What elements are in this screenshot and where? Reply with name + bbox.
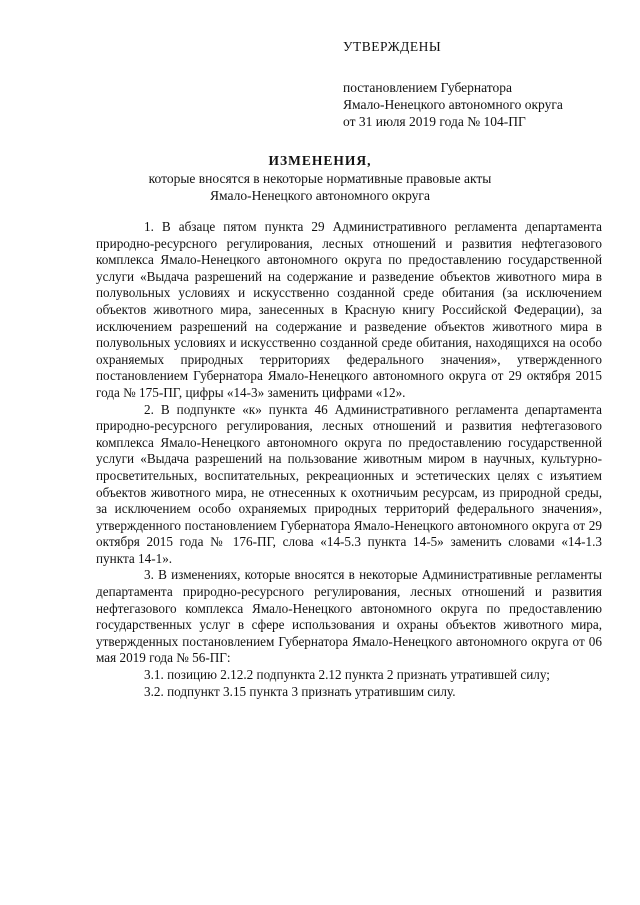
document-subtitle-line: которые вносятся в некоторые нормативные правовые акты [148, 171, 492, 186]
document-title: ИЗМЕНЕНИЯ, [268, 153, 372, 168]
paragraph-3-1: 3.1. позицию 2.12.2 подпункта 2.12 пункта 2 признать утратившей силу; [144, 667, 550, 683]
paragraph-3: 3. В изменениях, которые вносятся в некоторые Административные регламенты департамента природно-ресурсного регулирования, лесных отношений и развития нефтегазового комплекса Ямало-Ненецкого автономного округа по предоставлению государственных услуг в сфере использования и охраны объектов животного мира, утвержденных постановлением Губернатора Ямало-Ненецкого автономного округа от 06 мая 2019 года № 56-ПГ: [96, 567, 602, 666]
paragraph-2: 2. В подпункте «к» пункта 46 Административного регламента департамента природно-ресурсного регулирования, лесных отношений и развития нефтегазового комплекса Ямало-Ненецкого автономного округа по предоставлению государственной услуги «Выдача разрешений на пользование животным миром в научных, культурно-просветительных, воспитательных, рекреационных и эстетических целях с изъятием объектов животного мира, не отнесенных к охотничьим ресурсам, из природной среды, за исключением особо охраняемых природных территорий федерального значения», утвержденного постановлением Губернатора Ямало-Ненецкого автономного округа от 29 октября 2015 года № 176-ПГ, слова «14-5.3 пункта 14-5» заменить словами «14-1.3 пункта 14-1». [96, 401, 602, 566]
document-body [96, 219, 602, 700]
document-subtitle-line: Ямало-Ненецкого автономного округа [210, 188, 430, 203]
approval-line: постановлением Губернатора [343, 80, 512, 95]
document-heading [0, 152, 640, 204]
approval-line: Ямало-Ненецкого автономного округа [343, 97, 563, 112]
approval-line: от 31 июля 2019 года № 104-ПГ [343, 114, 526, 129]
paragraph-3-2: 3.2. подпункт 3.15 пункта 3 признать утратившим силу. [144, 683, 456, 699]
paragraph-1: 1. В абзаце пятом пункта 29 Административного регламента департамента природно-ресурсного регулирования, лесных отношений и развития нефтегазового комплекса Ямало-Ненецкого автономного округа по предоставлению государственной услуги «Выдача разрешений на содержание и разведение объектов животного мира в полувольных условиях и искусственно созданной среде обитания (за исключением объектов животного мира, занесенных в Красную книгу Российской Федерации), за исключением разрешений на содержание и разведение объектов животного мира в полувольных условиях и искусственно созданной среде обитания, находящихся на особо охраняемых природных территориях федерального значения», утвержденного постановлением Губернатора Ямало-Ненецкого автономного округа от 29 октября 2015 года № 175-ПГ, цифры «14-3» заменить цифрами «12». [96, 219, 602, 400]
approval-stamp: УТВЕРЖДЕНЫ [343, 39, 442, 54]
approval-block [343, 38, 563, 130]
